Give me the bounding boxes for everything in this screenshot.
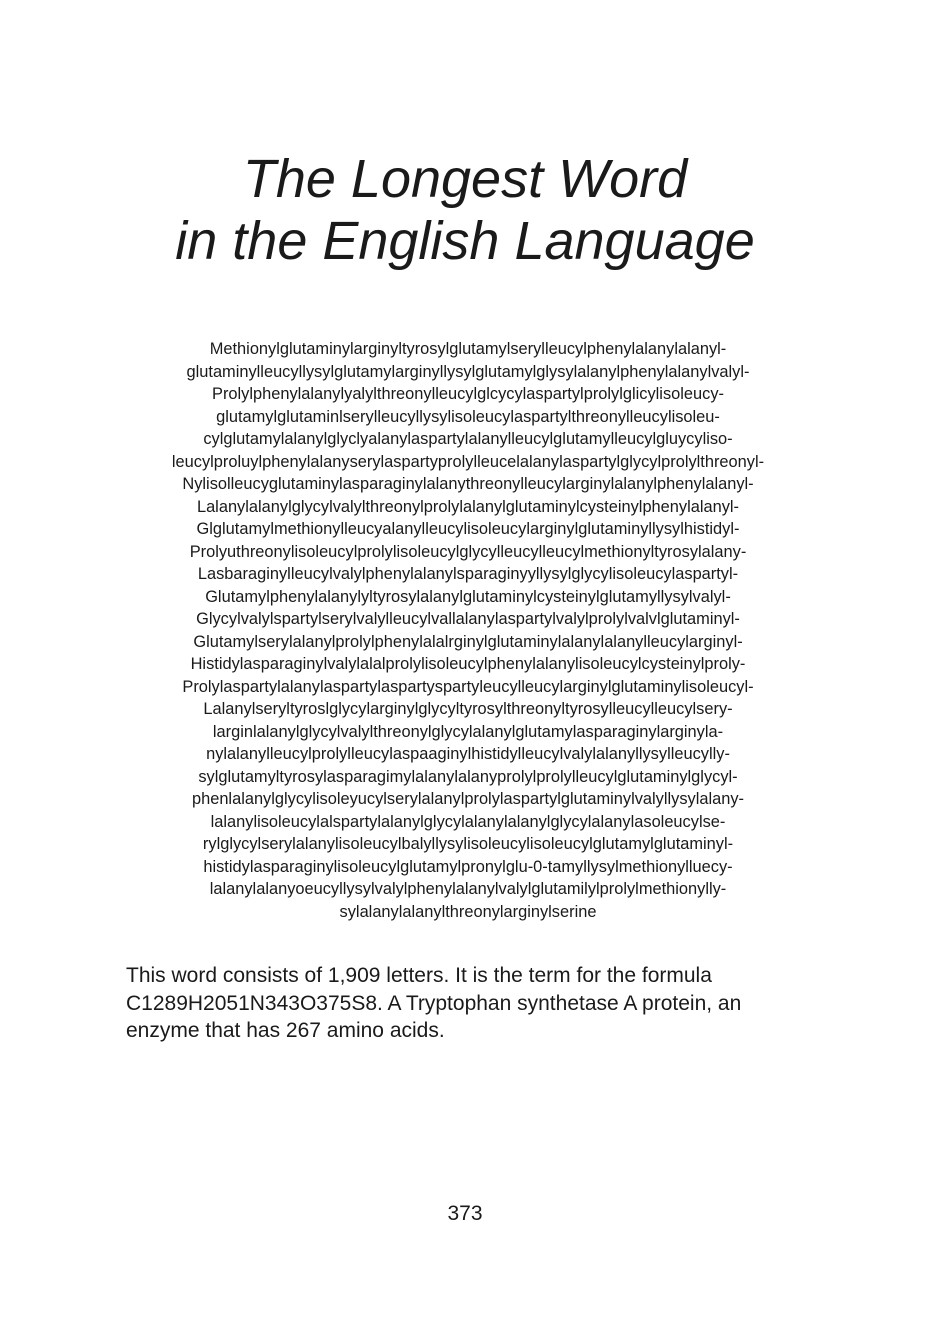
- word-line: glutamylglutaminlserylleucyllysylisoleucylaspartylthreonylleucylisoleu-: [216, 407, 720, 426]
- word-line: lalanylisoleucylalspartylalanylglycylalanylalanylglycylalanylasoleucylse-: [210, 812, 726, 831]
- word-line: sylglutamyltyrosylasparagimylalanylalanyprolylprolylleucylglutaminylglycyl-: [198, 767, 738, 786]
- word-line: rylglycylserylalanylisoleucylbalyllysylisoleucylisoleucylglutamylglutaminyl-: [202, 835, 734, 853]
- word-line: Glycylvalylspartylserylvalylleucylvallalanylaspartylvalylprolylvalvlglutaminyl-: [196, 610, 740, 628]
- word-line: phenlalanylglycylisoleyucylserylalanylprolylaspartylglutaminylvalyllysylalany-: [191, 790, 745, 808]
- page-number: 373: [447, 1202, 483, 1225]
- page-title: [0, 148, 930, 272]
- title-line-2: in the English Language: [175, 211, 755, 271]
- title-line-1: The Longest Word: [242, 149, 688, 209]
- word-line: Nylisolleucyglutaminylasparaginylalanythreonylleucylarginylalanylphenylalanyl-: [182, 475, 754, 493]
- word-line: histidylasparaginylisoleucylglutamylpronylglu-0-tamyllysylmethionylluecy-: [203, 857, 733, 876]
- word-line: cylglutamylalanylglyclyalanylaspartylalanylleucylglutamylleucylgluycyliso-: [203, 430, 733, 448]
- description-line: enzyme that has 267 amino acids.: [126, 1019, 445, 1042]
- word-line: leucylproluylphenylalanyserylaspartyprolylleucelalanylaspartylglycylprolylthreonyl-: [171, 452, 765, 471]
- longest-word-block: [128, 338, 808, 923]
- word-line: glutaminylleucyllysylglutamylarginyllysylglutamylglysylalanylphenylalanylvalyl-: [186, 362, 750, 381]
- description-line: C1289H2051N343O375S8. A Tryptophan synthetase A protein, an: [126, 991, 742, 1015]
- word-line: nylalanylleucylprolylleucylaspaaginylhistidylleucylvalylalanyllysylleucylly-: [206, 745, 730, 763]
- word-line: Prolyuthreonylisoleucylprolylisoleucylglycylleucylleucylmethionyltyrosylalany-: [189, 542, 747, 561]
- word-line: sylalanylalanylthreonylarginylserine: [339, 902, 597, 921]
- word-line: Prolylaspartylalanylaspartylaspartyspartyleucylleucylarginylglutaminylisoleucyl-: [182, 677, 754, 696]
- word-line: Methionylglutaminylarginyltyrosylglutamylserylleucylphenylalanylalanyl-: [209, 340, 727, 358]
- description-paragraph: [126, 962, 826, 1045]
- word-line: lalanylalanyoeucyllysylvalylphenylalanylvalylglutamilylprolylmethionylly-: [209, 880, 727, 898]
- word-line: Lalanylalanylglycylvalylthreonylprolylalanylglutaminylcysteinylphenylalanyl-: [196, 497, 740, 516]
- word-line: larginlalanylglycylvalylthreonylglycylalanylglutamylasparaginylarginyla-: [212, 722, 724, 741]
- word-line: Glutamylphenylalanylyltyrosylalanylglutaminylcysteinylglutamyllysylvalyl-: [205, 587, 731, 606]
- word-line: Lalanylseryltyroslglycylarginylglycyltyrosylthreonyltyrosylleucylleucylsery-: [203, 700, 733, 718]
- word-line: Lasbaraginylleucylvalylphenylalanylsparaginyyllysylglycylisoleucylaspartyl-: [197, 565, 739, 583]
- description-line: This word consists of 1,909 letters. It is the term for the formula: [126, 964, 712, 987]
- word-line: Glglutamylmethionylleucyalanylleucylisoleucylarginylglutaminyllysylhistidyl-: [196, 520, 740, 538]
- word-line: Glutamylserylalanylprolylphenylalalrginylglutaminylalanylalanylleucylarginyl-: [193, 632, 743, 651]
- word-line: Prolylphenylalanylyalylthreonylleucylglcycylaspartylprolylglicylisoleucy-: [212, 385, 724, 403]
- word-line: Histidylasparaginylvalylalalprolylisoleucylphenylalanylisoleucylcysteinylproly-: [190, 655, 746, 673]
